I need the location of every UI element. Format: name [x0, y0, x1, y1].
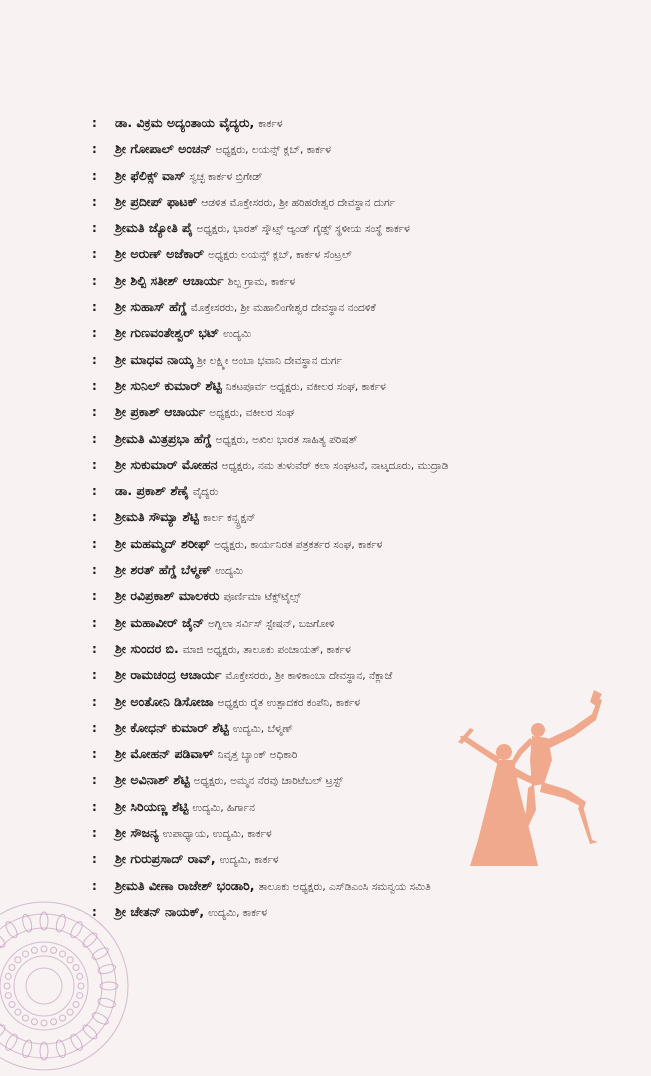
- colon-marker: :: [92, 378, 97, 393]
- colon-marker: :: [92, 878, 97, 893]
- list-item: [92, 115, 632, 141]
- list-item: [92, 299, 632, 325]
- list-item: [92, 141, 632, 167]
- colon-marker: :: [92, 484, 97, 499]
- person-description: ಮೊಕ್ತೇಸರರು, ಶ್ರೀ ಮಹಾಲಿಂಗೇಶ್ವರ ದೇವಸ್ಥಾನ ನಂದಳಿಕೆ: [190, 302, 376, 315]
- person-name: ಶ್ರೀ ಸಿರಿಯಣ್ಣ ಶೆಟ್ಟಿ: [115, 798, 189, 814]
- person-description: ಅಧ್ಯಕ್ಷರು, ಲಯನ್ಸ್ ಕ್ಲಬ್, ಕಾರ್ಕಳ: [215, 144, 332, 157]
- person-description: ಅಗ್ನಿಲಾ ಸರ್ವಿಸ್ ಸ್ಟೇಷನ್, ಬಜಗೋಳಿ: [208, 617, 335, 630]
- person-description: ತಾಲೂಕು ಅಧ್ಯಕ್ಷರು, ಎಸ್‌ಡಿಎಂಸಿ ಸಮನ್ವಯ ಸಮಿತಿ: [258, 880, 431, 893]
- person-description: ಉದ್ಯಮಿ, ಹಿರ್ಗಾನ: [192, 801, 255, 814]
- person-name: ಶ್ರೀ ಸುನಿಲ್ ಕುಮಾರ್ ಶೆಟ್ಟಿ: [115, 377, 222, 393]
- mandala-ornament-icon: [0, 896, 134, 1076]
- list-item: [92, 483, 632, 509]
- person-name: ಶ್ರೀ ಪ್ರದೀಪ್ ಫಾಟಕ್: [115, 193, 198, 209]
- person-description: ಅಧ್ಯಕ್ಷರು, ನಮ ತುಳುವೆರ್ ಕಲಾ ಸಂಘಟನೆ, ನಾಟ್ಕದೂರು, ಮುದ್ರಾಡಿ: [221, 459, 449, 472]
- list-item: [92, 457, 632, 483]
- colon-marker: :: [92, 826, 97, 841]
- person-description: ಅಧ್ಯಕ್ಷರು ಲಯನ್ಸ್ ಕ್ಲಬ್, ಕಾರ್ಕಳ ಸೆಂಟ್ರಲ್: [208, 249, 352, 262]
- list-item: [92, 562, 632, 588]
- colon-marker: :: [92, 694, 97, 709]
- colon-marker: :: [92, 352, 97, 367]
- colon-marker: :: [92, 405, 97, 420]
- person-description: ನಿಕಟಪೂರ್ವ ಅಧ್ಯಕ್ಷರು, ವಕೀಲರ ಸಂಘ, ಕಾರ್ಕಳ: [225, 380, 386, 393]
- person-name: ಡಾ. ಪ್ರಕಾಶ್ ಶೆಣೈ: [115, 483, 189, 499]
- person-name: ಶ್ರೀ ಅರುಣ್ ಅಜೆಕಾರ್: [115, 246, 205, 262]
- person-description: ಉದ್ಯಮಿ: [223, 328, 252, 341]
- person-name: ಶ್ರೀ ಪ್ರಕಾಶ್ ಆಚಾರ್ಯ: [115, 404, 206, 420]
- person-name: ಶ್ರೀಮತಿ ಮಿತ್ರಪ್ರಭಾ ಹೆಗ್ಡೆ: [115, 430, 212, 446]
- colon-marker: :: [92, 563, 97, 578]
- person-name: ಶ್ರೀ ಶರತ್ ಹೆಗ್ಡೆ ಬೆಳ್ಮಣ್: [115, 562, 212, 578]
- list-item: [92, 404, 632, 430]
- person-name: ಶ್ರೀ ಶಿಲ್ಪಿ ಸತೀಶ್ ಆಚಾರ್ಯ: [115, 272, 224, 288]
- person-name: ಶ್ರೀ ರವಿಪ್ರಕಾಶ್ ಮಾಲಕರು: [115, 588, 220, 604]
- list-item: [92, 588, 632, 614]
- yakshagana-dancers-icon: [452, 690, 612, 880]
- colon-marker: :: [92, 510, 97, 525]
- colon-marker: :: [92, 904, 97, 919]
- person-description: ನಿವೃತ್ತ ಬ್ಯಾಂಕ್ ಅಧಿಕಾರಿ: [217, 749, 298, 762]
- list-item: [92, 352, 632, 378]
- colon-marker: :: [92, 116, 97, 130]
- colon-marker: :: [92, 457, 97, 472]
- person-description: ಉಪಾಧ್ಯಾಯ, ಉದ್ಯಮಿ, ಕಾರ್ಕಳ: [162, 828, 272, 841]
- person-name: ಶ್ರೀ ಮಾಧವ ನಾಯ್ಕ: [115, 351, 194, 367]
- colon-marker: :: [92, 194, 97, 209]
- person-description: ಸ್ವಚ್ಛ ಕಾರ್ಕಳ ಬ್ರಿಗೇಡ್: [189, 170, 263, 183]
- person-description: ಉದ್ಯಮಿ, ಕಾರ್ಕಳ: [219, 854, 279, 867]
- person-description: ಪೂರ್ಣಿಮಾ ಟೆಕ್ಸ್‌ಟೈಲ್ಸ್: [223, 591, 301, 604]
- list-item: [92, 273, 632, 299]
- list-item: [92, 220, 632, 246]
- colon-marker: :: [92, 431, 97, 446]
- colon-marker: :: [92, 852, 97, 867]
- person-name: ಶ್ರೀ ಗುಣವಂತೇಶ್ವರ್ ಭಟ್: [115, 325, 220, 341]
- list-item: [92, 378, 632, 404]
- person-name: ಶ್ರೀ ಗುರುಪ್ರಸಾದ್ ರಾವ್,: [115, 851, 216, 867]
- person-description: ಅಧ್ಯಕ್ಷರು, ಅಮ್ಮನ ನೆರವು ಚಾರಿಟೆಬಲ್ ಟ್ರಸ್ಟ್: [193, 775, 343, 788]
- person-description: ಅಧ್ಯಕ್ಷರು ರೈತ ಉತ್ಪಾದಕರ ಕಂಪೆನಿ, ಕಾರ್ಕಳ: [217, 696, 361, 709]
- person-name: ಶ್ರೀ ಮೋಹನ್ ಪಡಿವಾಳ್: [115, 746, 214, 762]
- person-description: ಅಧ್ಯಕ್ಷರು, ಭಾರತ್ ಸ್ಕೌಟ್ಸ್ ಆ್ಯಂಡ್ ಗೈಡ್ಸ್ ಸ್ಥಳೀಯ ಸಂಸ್ಥೆ ಕಾರ್ಕಳ: [196, 223, 410, 236]
- person-description: ವೈದ್ಯರು: [192, 486, 219, 499]
- person-description: ಉದ್ಯಮಿ, ಬೆಳ್ಮಣ್: [232, 722, 293, 735]
- person-description: ಮಾಜಿ ಅಧ್ಯಕ್ಷರು, ತಾಲೂಕು ಪಂಚಾಯತ್, ಕಾರ್ಕಳ: [182, 643, 351, 656]
- list-item: [92, 246, 632, 272]
- colon-marker: :: [92, 641, 97, 656]
- colon-marker: :: [92, 720, 97, 735]
- person-description: ಅಧ್ಯಕ್ಷರು, ವಕೀಲರ ಸಂಘ: [209, 407, 295, 420]
- person-name: ಶ್ರೀ ಸುಹಾಸ್ ಹೆಗ್ಡೆ: [115, 299, 187, 315]
- colon-marker: :: [92, 773, 97, 788]
- list-item: [92, 536, 632, 562]
- person-name: ಶ್ರೀ ಫೆಲಿಕ್ಸ್ ವಾಸ್: [115, 167, 186, 183]
- person-name: ಶ್ರೀ ರಾಮಚಂದ್ರ ಆಚಾರ್ಯ: [115, 667, 222, 683]
- colon-marker: :: [92, 142, 97, 157]
- colon-marker: :: [92, 300, 97, 315]
- person-name: ಶ್ರೀಮತಿ ಸೌಮ್ಯಾ ಶೆಟ್ಟಿ: [115, 509, 199, 525]
- list-item: [92, 194, 632, 220]
- person-name: ಶ್ರೀ ಅಂತೋನಿ ಡಿಸೋಜಾ: [115, 693, 214, 709]
- person-name: ಡಾ. ವಿಕ್ರಮ ಅದ್ಯಂತಾಯ ವೈದ್ಯರು,: [115, 115, 255, 130]
- colon-marker: :: [92, 536, 97, 551]
- person-description: ಶ್ರೀ ಲಕ್ಷ್ಮೀ ಅಂಬಾ ಭವಾನಿ ದೇವಸ್ಥಾನ ದುರ್ಗ: [197, 354, 343, 367]
- list-item: [92, 615, 632, 641]
- person-description: ಕಾರ್ಲ ಕನ್ಸ್ಟ್ರಕ್ಷನ್: [202, 512, 256, 525]
- list-item: [92, 431, 632, 457]
- person-name: ಶ್ರೀ ಸುಕುಮಾರ್ ಮೋಹನ: [115, 456, 218, 472]
- person-name: ಶ್ರೀ ಅವಿನಾಶ್ ಶೆಟ್ಟಿ: [115, 772, 190, 788]
- person-description: ಅಧ್ಯಕ್ಷರು, ಕಾರ್ಯನಿರತ ಪತ್ರಕರ್ತರ ಸಂಘ, ಕಾರ್ಕಳ: [214, 538, 383, 551]
- colon-marker: :: [92, 273, 97, 288]
- person-description: ಮೊಕ್ತೇಸರರು, ಶ್ರೀ ಕಾಳಿಕಾಂಬಾ ದೇವಸ್ಥಾನ, ನೆಕ್ಲಾಜೆ: [225, 670, 393, 683]
- list-item: [92, 168, 632, 194]
- colon-marker: :: [92, 168, 97, 183]
- person-name: ಶ್ರೀ ಸೌಜನ್ಯ: [115, 825, 159, 841]
- colon-marker: :: [92, 668, 97, 683]
- person-name: ಶ್ರೀ ಗೋಪಾಲ್ ಅಂಚನ್: [115, 141, 212, 157]
- person-name: ಶ್ರೀ ಮಹಮ್ಮದ್ ಶರೀಫ್: [115, 535, 211, 551]
- person-description: ಆಡಳಿತ ಮೊಕ್ತೇಸರರು, ಶ್ರೀ ಹರಿಹರೇಶ್ವರ ದೇವಸ್ಥಾನ ದುರ್ಗ: [201, 196, 396, 209]
- person-name: ಶ್ರೀ ಸುಂದರ ಬಿ.: [115, 640, 179, 656]
- list-item: [92, 904, 632, 930]
- person-description: ಉದ್ಯಮಿ, ಕಾರ್ಕಳ: [208, 906, 268, 919]
- colon-marker: :: [92, 221, 97, 236]
- person-name: ಶ್ರೀ ಕೋಧನ್ ಕುಮಾರ್ ಶೆಟ್ಟಿ: [115, 719, 229, 735]
- person-description: ಕಾರ್ಕಳ: [258, 118, 283, 130]
- list-item: [92, 325, 632, 351]
- person-name: ಶ್ರೀ ಮಹಾವೀರ್ ಜೈನ್: [115, 614, 204, 630]
- person-name: ಶ್ರೀ ಚೇತನ್ ನಾಯಕ್,: [115, 903, 205, 919]
- person-description: ಉದ್ಯಮಿ: [215, 565, 244, 578]
- person-name: ಶ್ರೀಮತಿ ಜ್ಯೋತಿ ಪೈ: [115, 220, 193, 236]
- colon-marker: :: [92, 747, 97, 762]
- colon-marker: :: [92, 326, 97, 341]
- list-item: [92, 641, 632, 667]
- list-item: [92, 878, 632, 904]
- colon-marker: :: [92, 589, 97, 604]
- person-name: ಶ್ರೀಮತಿ ವೀಣಾ ರಾಜೇಶ್ ಭಂಡಾರಿ,: [115, 877, 255, 893]
- person-description: ಶಿಲ್ಪ ಗ್ರಾಮ, ಕಾರ್ಕಳ: [227, 275, 296, 288]
- colon-marker: :: [92, 247, 97, 262]
- colon-marker: :: [92, 615, 97, 630]
- person-description: ಅಧ್ಯಕ್ಷರು, ಅಖಿಲ ಭಾರತ ಸಾಹಿತ್ಯ ಪರಿಷತ್: [215, 433, 358, 446]
- colon-marker: :: [92, 799, 97, 814]
- list-item: [92, 509, 632, 535]
- dancer-silhouettes: [458, 690, 602, 866]
